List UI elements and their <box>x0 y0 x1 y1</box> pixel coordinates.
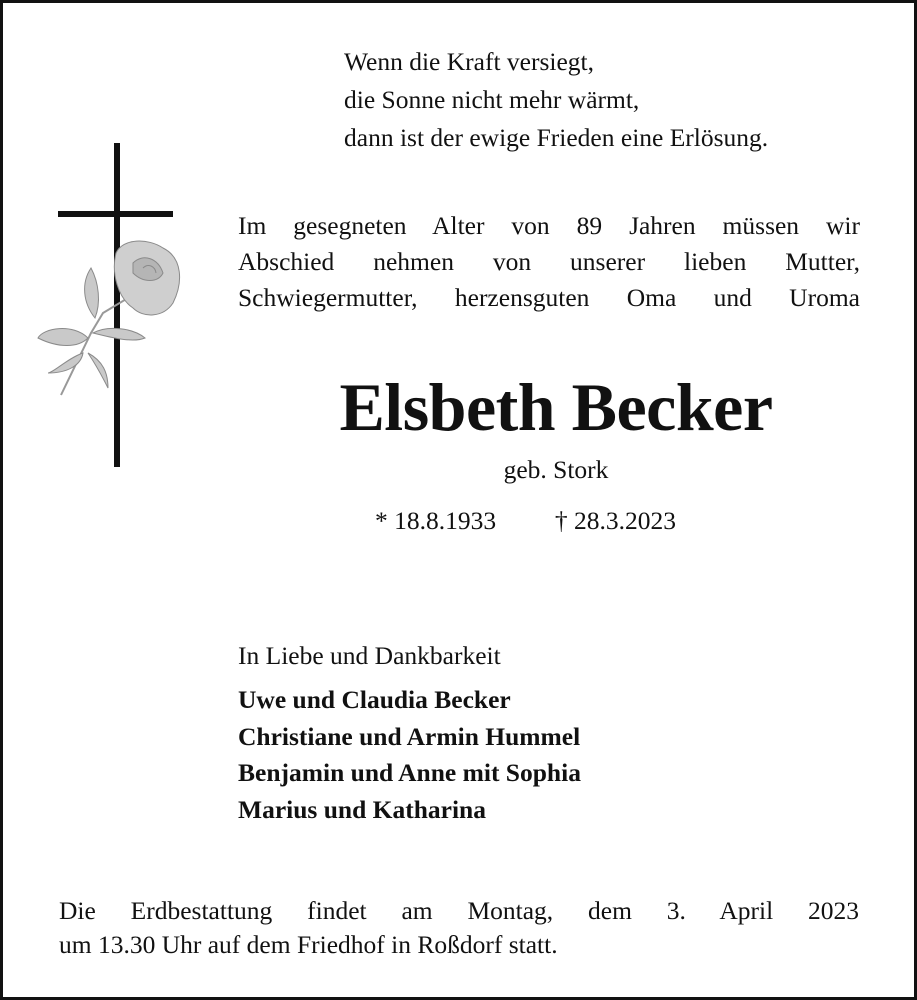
funeral-info <box>59 894 859 962</box>
funeral-line: um 13.30 Uhr auf dem Friedhof in Roßdorf statt. <box>59 930 558 959</box>
poem-line: Wenn die Kraft versiegt, <box>344 47 595 76</box>
life-dates <box>375 506 676 536</box>
intro-line: Schwiegermutter, herzensguten Oma und Uroma <box>238 283 860 312</box>
intro-line: Im gesegneten Alter von 89 Jahren müssen wir <box>238 211 860 240</box>
poem-line: die Sonne nicht mehr wärmt, <box>344 85 640 114</box>
rose-icon <box>38 241 180 395</box>
poem <box>344 43 768 157</box>
family-list <box>238 682 581 828</box>
funeral-line: Die Erdbestattung findet am Montag, dem 3. April 2023 <box>59 896 859 925</box>
birth-date: * 18.8.1933 <box>375 506 497 535</box>
closing-text: In Liebe und Dankbarkeit <box>238 641 501 670</box>
intro-paragraph <box>238 208 860 316</box>
family-member: Uwe und Claudia Becker <box>238 685 511 714</box>
family-member: Marius und Katharina <box>238 794 486 824</box>
cross-with-rose-icon <box>33 133 213 478</box>
family-member: Christiane und Armin Hummel <box>238 721 581 751</box>
maiden-name: geb. Stork <box>503 455 609 484</box>
poem-line: dann ist der ewige Frieden eine Erlösung. <box>344 123 769 152</box>
family-member: Benjamin und Anne mit Sophia <box>238 758 581 787</box>
deceased-name: Elsbeth Becker <box>339 369 773 445</box>
intro-line: Abschied nehmen von unserer lieben Mutter, <box>238 247 860 276</box>
death-date: † 28.3.2023 <box>554 506 676 535</box>
